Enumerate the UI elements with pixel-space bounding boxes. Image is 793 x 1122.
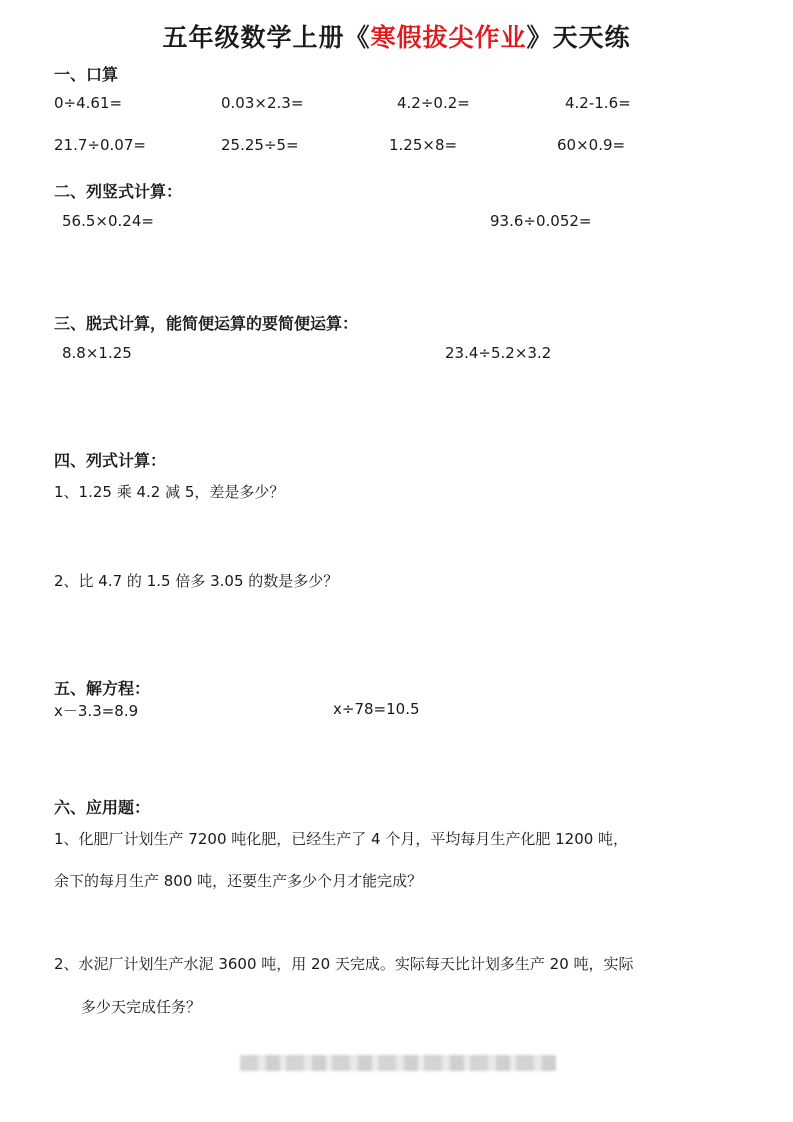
expression-question-1: 1、1.25 乘 4.2 减 5，差是多少？ <box>54 483 285 501</box>
section5-heading: 五、解方程： <box>54 679 151 698</box>
oral-calc-item: 25.25÷5= <box>221 136 299 154</box>
page-title <box>0 18 793 54</box>
oral-calc-item: 21.7÷0.07= <box>54 136 146 154</box>
oral-calc-item: 60×0.9= <box>557 136 626 154</box>
oral-calc-item: 1.25×8= <box>389 136 458 154</box>
word-problem-2-line2: 多少天完成任务？ <box>81 998 202 1016</box>
oral-calc-item: 0÷4.61= <box>54 94 123 112</box>
section3-heading: 三、脱式计算，能简便运算的要简便运算： <box>54 314 359 333</box>
title-highlight: 寒假拔尖作业 <box>370 23 527 52</box>
title-suffix: 》天天练 <box>526 23 631 52</box>
word-problem-1-line1: 1、化肥厂计划生产 7200 吨化肥，已经生产了 4 个月，平均每月生产化肥 1200 吨， <box>54 830 629 848</box>
section4-heading: 四、列式计算： <box>54 451 167 470</box>
oral-calc-item: 4.2-1.6= <box>565 94 631 112</box>
stepwise-calc-item: 23.4÷5.2×3.2 <box>445 344 552 362</box>
oral-calc-item: 4.2÷0.2= <box>397 94 470 112</box>
word-problem-2-line1: 2、水泥厂计划生产水泥 3600 吨，用 20 天完成。实际每天比计划多生产 20 吨，实际 <box>54 955 634 973</box>
vertical-calc-item: 56.5×0.24= <box>62 212 154 230</box>
vertical-calc-item: 93.6÷0.052= <box>490 212 592 230</box>
word-problem-1-line2: 余下的每月生产 800 吨，还要生产多少个月才能完成？ <box>54 872 423 890</box>
equation-item: x－3.3=8.9 <box>54 702 139 720</box>
blurred-footer <box>240 1055 556 1071</box>
expression-question-2: 2、比 4.7 的 1.5 倍多 3.05 的数是多少？ <box>54 572 339 590</box>
section1-heading: 一、口算 <box>54 65 119 84</box>
equation-item: x÷78=10.5 <box>333 700 420 718</box>
stepwise-calc-item: 8.8×1.25 <box>62 344 132 362</box>
title-prefix: 五年级数学上册《 <box>162 23 371 52</box>
oral-calc-item: 0.03×2.3= <box>221 94 304 112</box>
section2-heading: 二、列竖式计算： <box>54 182 183 201</box>
section6-heading: 六、应用题： <box>54 798 151 817</box>
